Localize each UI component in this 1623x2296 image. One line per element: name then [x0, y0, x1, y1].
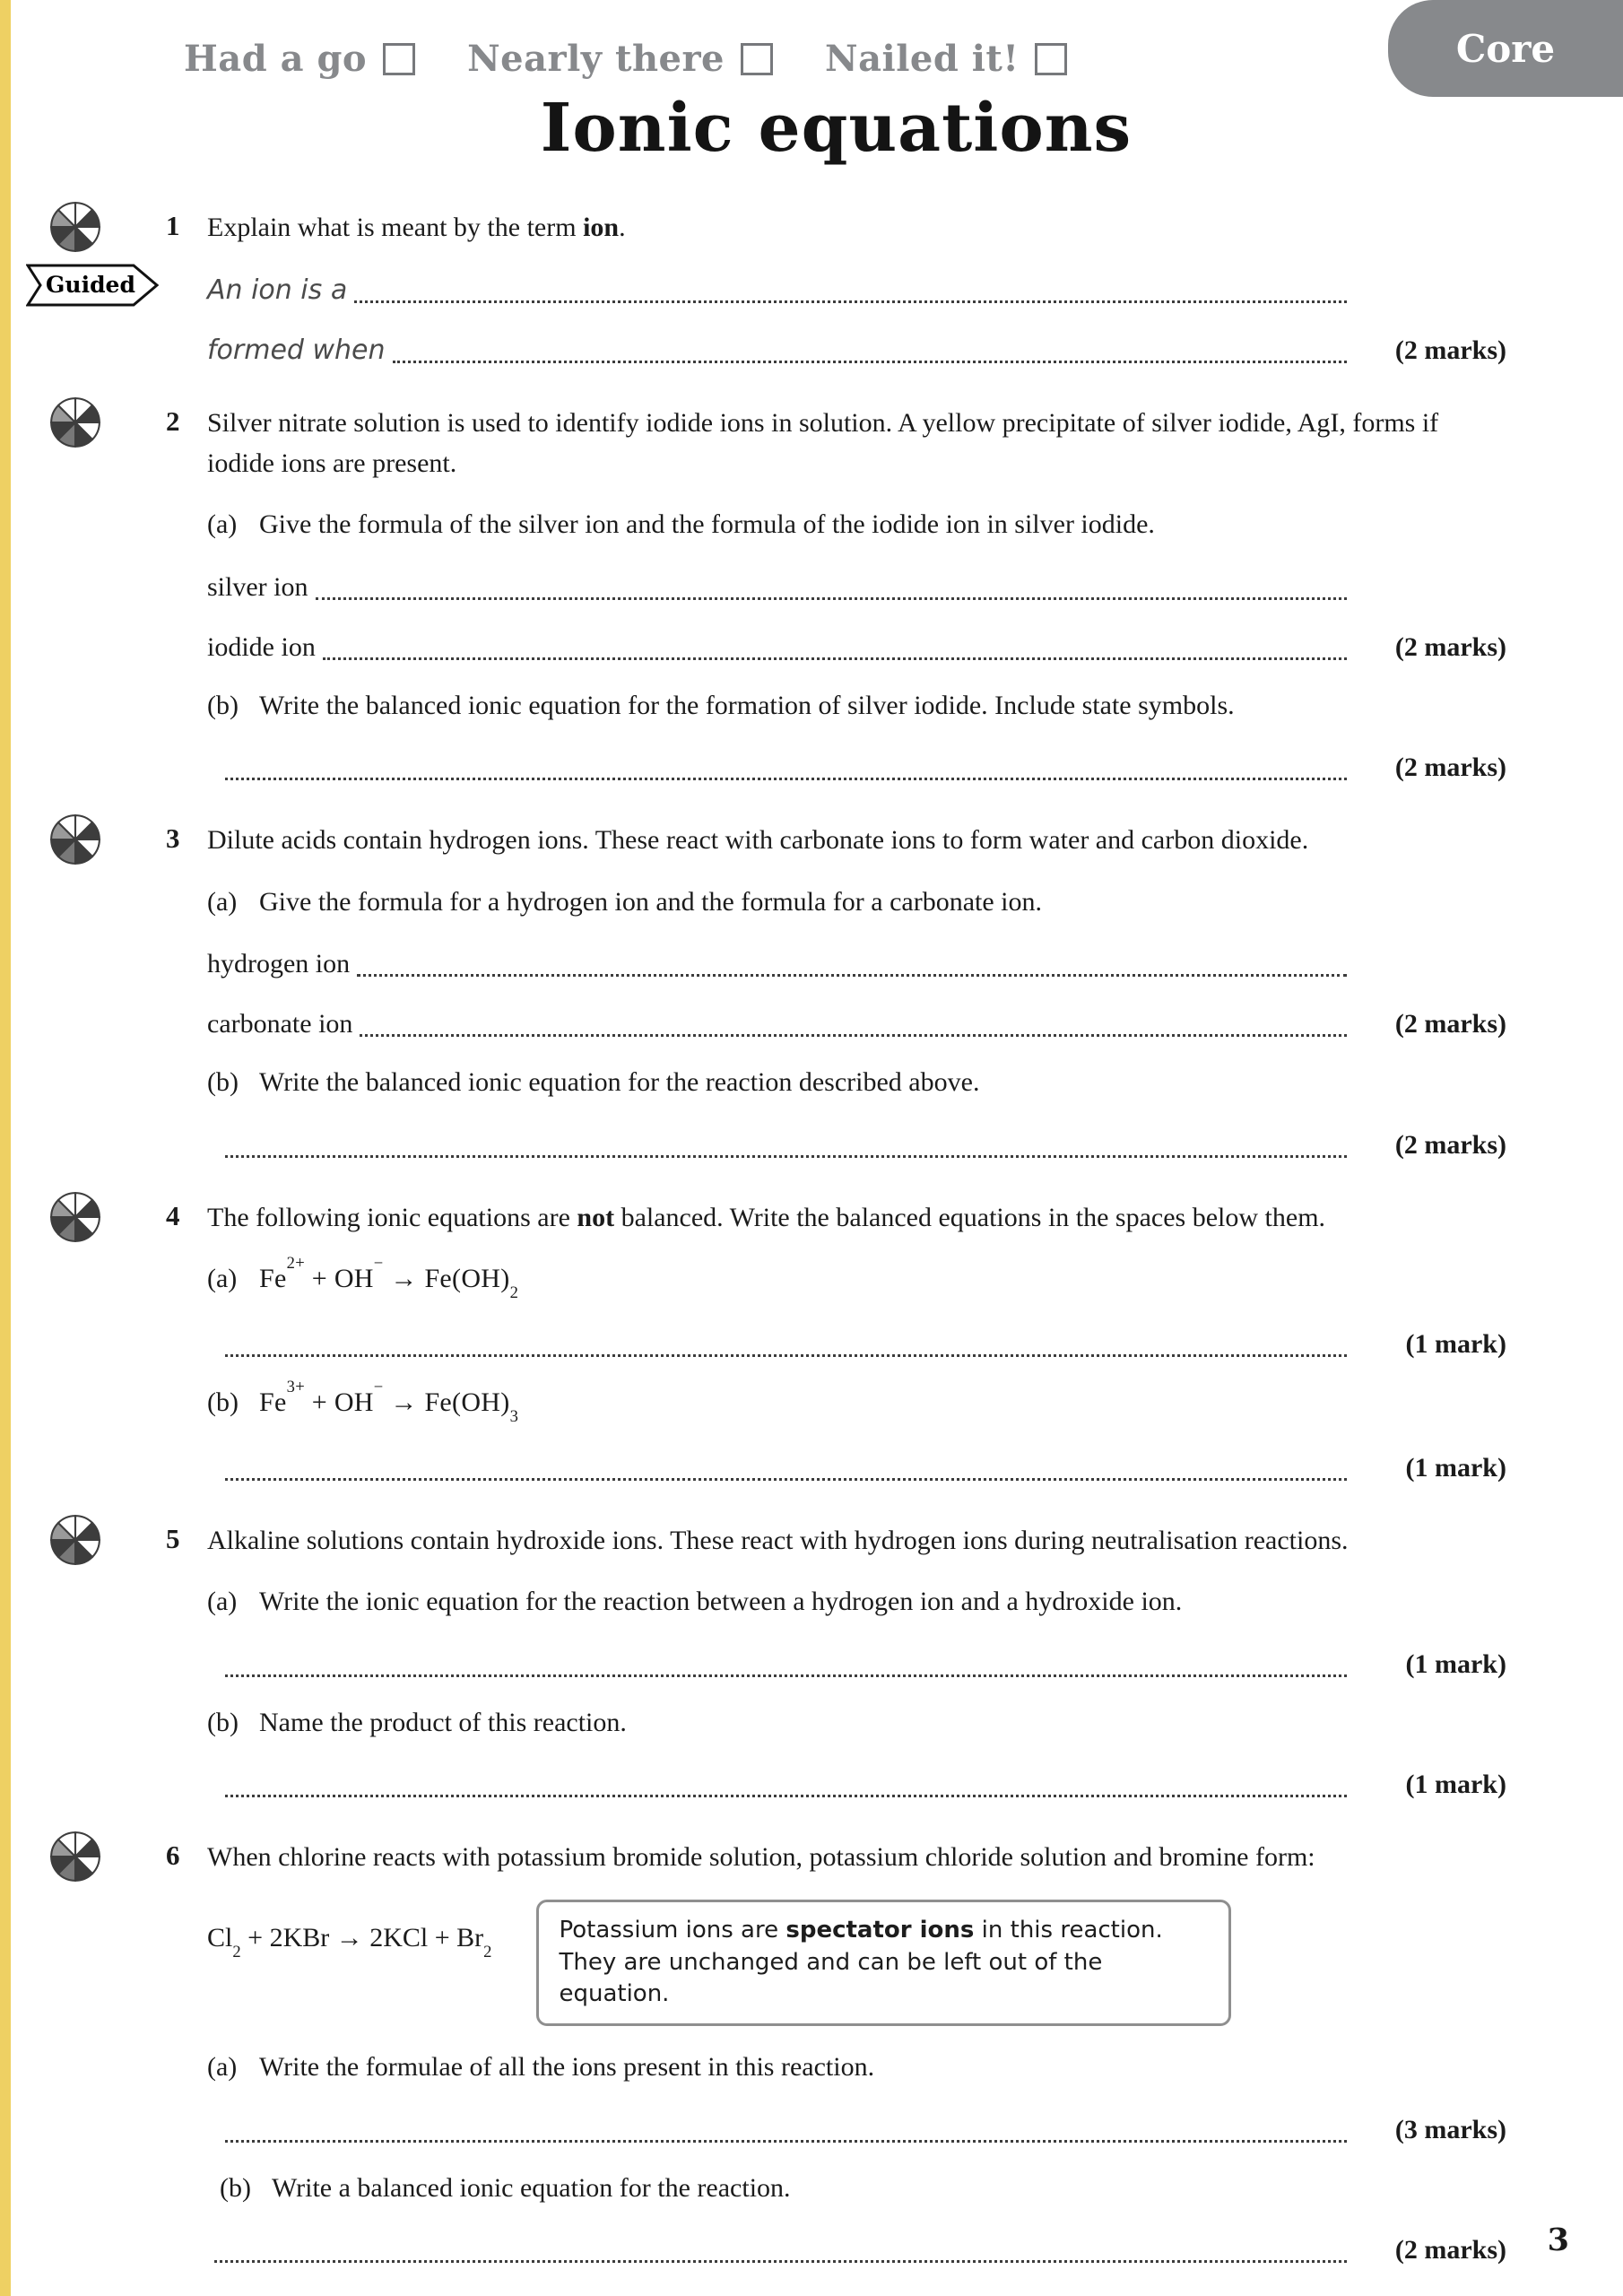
progress-wheel-icon [48, 199, 103, 255]
page-edge-strip [0, 0, 11, 2296]
answer-line [218, 748, 1506, 785]
guided-badge [26, 264, 166, 307]
progress-wheel-icon [48, 395, 103, 450]
marks: (1 mark) [1405, 1452, 1506, 1483]
marks: (2 marks) [1394, 335, 1506, 366]
marks: (2 marks) [1394, 1009, 1506, 1039]
marks: (1 mark) [1405, 1770, 1506, 1800]
guided-answer-start: formed when [207, 335, 386, 367]
answer-dots[interactable] [225, 1645, 1347, 1677]
question-text: The following ionic equations are not balanced. Write the balanced equations in the spaces below them. [207, 1202, 1326, 1232]
sub-question-b [207, 1063, 1506, 1102]
sub-question-text: Name the product of this reaction. [259, 1707, 627, 1737]
sub-label: (a) [207, 1263, 238, 1293]
sub-label: (a) [207, 1587, 238, 1617]
question-4 [166, 1198, 1506, 1485]
sub-question-b [220, 2169, 1506, 2208]
self-assessment-header [184, 38, 1067, 80]
sub-label: (b) [207, 1067, 239, 1098]
answer-label: iodide ion [207, 631, 316, 662]
sub-question-a [207, 883, 1506, 922]
sub-question-text: Write the formulae of all the ions present in this reaction. [259, 2052, 875, 2083]
answer-line [218, 1765, 1506, 1802]
answer-dots[interactable] [225, 1765, 1347, 1797]
answer-dots[interactable] [225, 1126, 1347, 1158]
answer-dots[interactable] [225, 1325, 1347, 1357]
marks: (2 marks) [1394, 631, 1506, 662]
sub-label: (b) [207, 1707, 239, 1737]
sub-question-a [207, 1582, 1506, 1622]
sub-question-b [207, 1703, 1506, 1743]
ionic-equation-a: $Fe^{2+} + OH^- \to Fe(OH)_2$ [259, 1253, 519, 1303]
nearly-there-label: Nearly there [467, 38, 725, 80]
sub-question-text: Give the formula of the silver ion and the formula of the iodide ion in silver iodide. [259, 509, 1155, 540]
nearly-there-checkbox[interactable] [741, 43, 773, 75]
answer-dots[interactable] [225, 2110, 1347, 2143]
answer-line [218, 1645, 1506, 1682]
answer-line [207, 628, 1506, 665]
nailed-it-label: Nailed it! [825, 38, 1020, 80]
sub-label: (a) [207, 2052, 238, 2083]
progress-wheel-icon [48, 1189, 103, 1245]
question-number: 6 [166, 1839, 180, 1872]
sub-label: (b) [207, 1387, 239, 1417]
answer-line [207, 1004, 1506, 1041]
sub-question-text: Write the ionic equation for the reaction between a hydrogen ion and a hydroxide ion. [259, 1587, 1183, 1617]
sub-question-b [207, 1377, 1506, 1427]
question-2 [166, 404, 1506, 785]
answer-dots[interactable] [225, 748, 1347, 780]
core-badge-label: Core [1455, 26, 1556, 71]
marks-spacer [1347, 979, 1506, 981]
sub-question-text: Write the balanced ionic equation for the formation of silver iodide. Include state symbols. [259, 690, 1235, 720]
answer-line [218, 1126, 1506, 1162]
sub-question-b [207, 686, 1506, 726]
answer-label: hydrogen ion [207, 949, 351, 979]
answer-dots[interactable] [323, 628, 1347, 660]
progress-wheel-icon [48, 1512, 103, 1568]
sub-label: (b) [207, 690, 239, 720]
answer-line [207, 2231, 1506, 2267]
question-number: 5 [166, 1522, 180, 1554]
question-text: Alkaline solutions contain hydroxide ions. These react with hydrogen ions during neutralisation reactions. [207, 1525, 1349, 1555]
sub-label: (a) [207, 886, 238, 917]
guided-answer-start: An ion is a [207, 274, 348, 307]
sub-question-a [207, 2048, 1506, 2087]
page-number: 3 [1547, 2222, 1569, 2258]
ionic-equation-b: $Fe^{3+} + OH^- \to Fe(OH)_3$ [259, 1377, 519, 1427]
progress-wheel-icon [48, 812, 103, 867]
sub-question-text: Write the balanced ionic equation for the reaction described above. [259, 1067, 980, 1098]
question-text: Dilute acids contain hydrogen ions. These react with carbonate ions to form water and carbon dioxide. [207, 825, 1309, 856]
question-3 [166, 821, 1506, 1161]
marks-spacer [1347, 603, 1506, 604]
answer-dots[interactable] [357, 944, 1347, 977]
nailed-it-checkbox[interactable] [1035, 43, 1067, 75]
marks: (2 marks) [1394, 2235, 1506, 2266]
core-section-badge [1388, 0, 1623, 97]
progress-wheel-icon [48, 1829, 103, 1884]
chemical-equation: $Cl_2 + 2KBr \to 2KCl + Br_2$ [207, 1922, 492, 1961]
page-title: Ionic equations [540, 90, 1133, 167]
marks: (1 mark) [1405, 1328, 1506, 1359]
question-1 [46, 208, 1506, 368]
sub-label: (a) [207, 509, 238, 540]
answer-line [207, 944, 1506, 981]
marks: (2 marks) [1394, 752, 1506, 783]
answer-dots[interactable] [360, 1004, 1347, 1037]
question-number: 4 [166, 1199, 180, 1231]
question-text: When chlorine reacts with potassium bromide solution, potassium chloride solution and bromine form: [207, 1842, 1315, 1873]
question-text: Silver nitrate solution is used to identify iodide ions in solution. A yellow precipitate of silver iodide, AgI, forms if iodide ions are present. [207, 408, 1439, 478]
answer-line [207, 331, 1506, 368]
sub-question-a [207, 1253, 1506, 1303]
answer-dots[interactable] [225, 1448, 1347, 1481]
question-6 [166, 1838, 1506, 2267]
answer-dots[interactable] [393, 331, 1347, 363]
question-number: 3 [166, 822, 180, 855]
question-number: 2 [166, 405, 180, 438]
question-text: Explain what is meant by the term ion. [207, 213, 626, 242]
guided-label: Guided [46, 272, 135, 298]
question-number: 1 [166, 210, 180, 241]
marks-spacer [1347, 306, 1506, 308]
answer-label: silver ion [207, 571, 308, 602]
spectator-ions-hint: Potassium ions are spectator ions in this reaction. They are unchanged and can be left out of the equation. [536, 1900, 1231, 2027]
sub-label: (b) [220, 2172, 251, 2203]
had-a-go-label: Had a go [184, 38, 368, 80]
answer-dots[interactable] [316, 568, 1348, 600]
marks: (3 marks) [1394, 2114, 1506, 2144]
sub-question-text: Write a balanced ionic equation for the reaction. [272, 2172, 791, 2203]
answer-dots[interactable] [214, 2231, 1347, 2263]
answer-line [218, 1448, 1506, 1485]
answer-line [218, 2110, 1506, 2147]
sub-question-text: Give the formula for a hydrogen ion and the formula for a carbonate ion. [259, 886, 1043, 917]
answer-line [207, 271, 1506, 308]
had-a-go-checkbox[interactable] [383, 43, 415, 75]
sub-question-a [207, 505, 1506, 544]
question-5 [166, 1521, 1506, 1802]
marks: (2 marks) [1394, 1129, 1506, 1160]
answer-label: carbonate ion [207, 1009, 353, 1039]
marks: (1 mark) [1405, 1648, 1506, 1679]
answer-line [207, 568, 1506, 604]
answer-line [218, 1325, 1506, 1361]
answer-dots[interactable] [354, 271, 1347, 303]
